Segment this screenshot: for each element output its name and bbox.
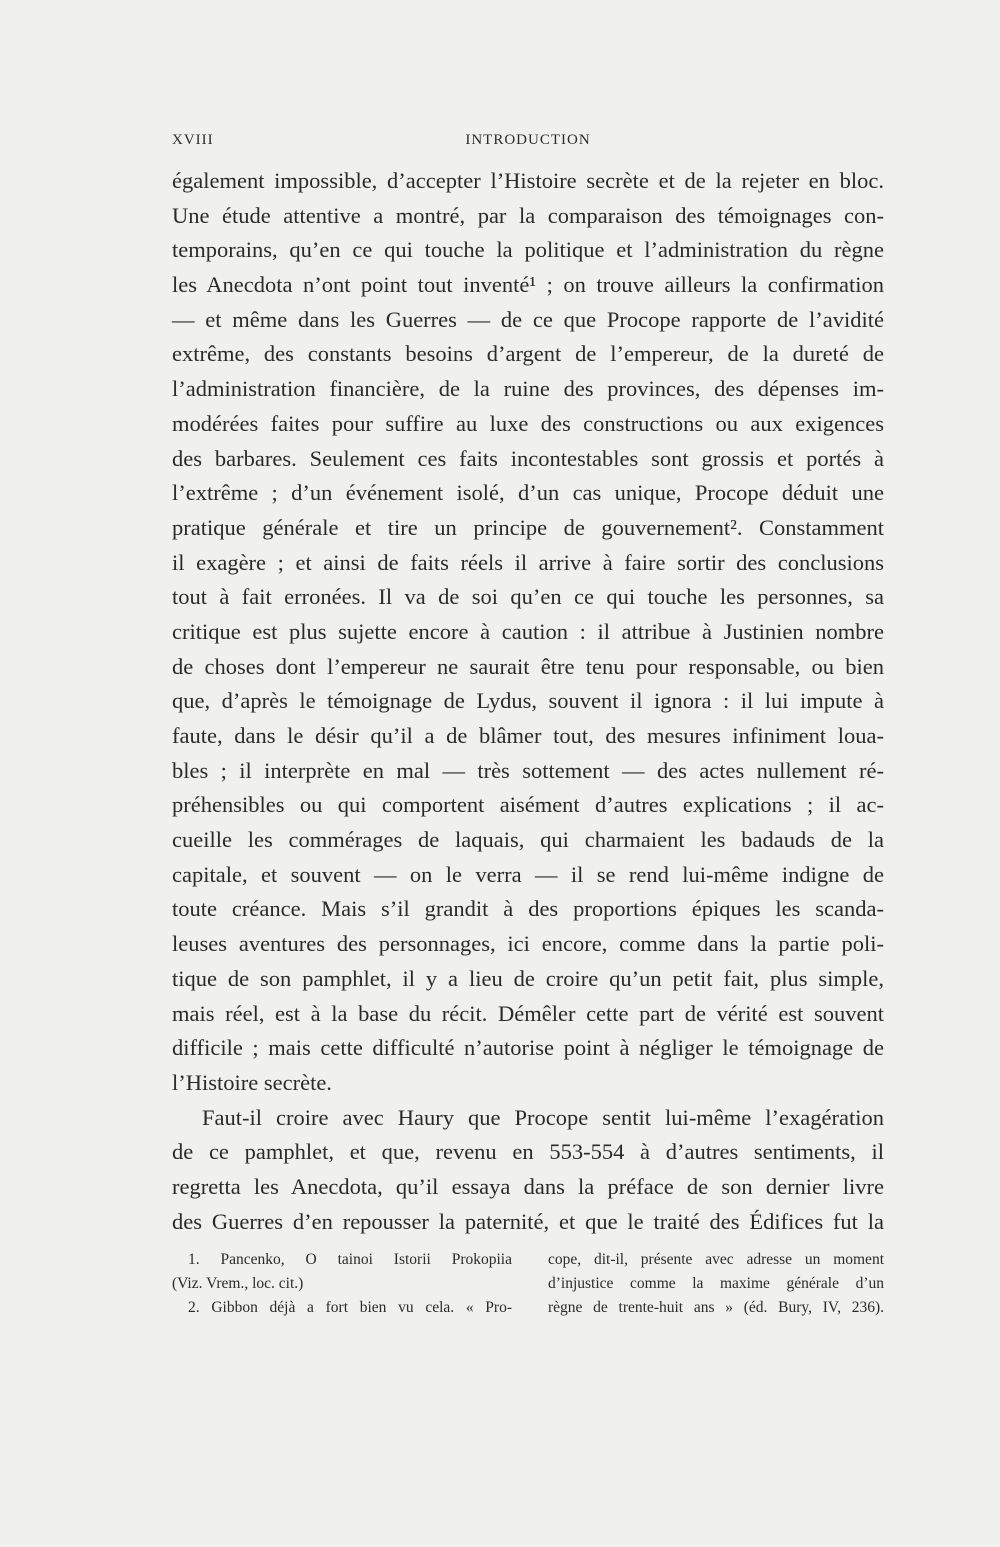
text-line: l’extrême ; d’un événement isolé, d’un cas unique, Procope déduit une (172, 480, 884, 506)
text-line: — et même dans les Guerres — de ce que Procope rapporte de l’avidité (172, 306, 884, 332)
text-line: leuses aventures des personnages, ici encore, comme dans la partie poli- (172, 931, 884, 957)
text-line: difficile ; mais cette difficulté n’autorise point à négliger le témoignage de (172, 1035, 884, 1061)
main-text (172, 164, 884, 1239)
text-line: il exagère ; et ainsi de faits réels il arrive à faire sortir des conclusions (172, 549, 884, 575)
text-line: que, d’après le témoignage de Lydus, souvent il ignora : il lui impute à (172, 688, 884, 714)
footnote-column-right (548, 1248, 884, 1320)
text-line: mais réel, est à la base du récit. Démêler cette part de vérité est souvent (172, 1000, 884, 1026)
text-line: cueille les commérages de laquais, qui charmaient les badauds de la (172, 827, 884, 853)
text-line: modérées faites pour suffire au luxe des constructions ou aux exigences (172, 410, 884, 436)
text-line: tique de son pamphlet, il y a lieu de croire qu’un petit fait, plus simple, (172, 965, 884, 991)
text-line: des barbares. Seulement ces faits incontestables sont grossis et portés à (172, 445, 884, 471)
text-line: tout à fait erronées. Il va de soi qu’en ce qui touche les personnes, sa (172, 584, 884, 610)
page-number: XVIII (172, 132, 214, 148)
paragraph-end-line: l’Histoire secrète. (172, 1069, 332, 1095)
text-line: également impossible, d’accepter l’Histoire secrète et de la rejeter en bloc. (172, 168, 884, 193)
footnote-line: 1. Pancenko, O tainoi Istorii Prokopiia (188, 1251, 512, 1268)
text-line: Une étude attentive a montré, par la comparaison des témoignages con- (172, 202, 884, 228)
footnote-column-left (172, 1248, 512, 1320)
text-line: toute créance. Mais s’il grandit à des proportions épiques les scanda- (172, 896, 884, 922)
running-title: INTRODUCTION (465, 132, 591, 148)
paragraph-start-line: Faut-il croire avec Haury que Procope sentit lui-même l’exagération (202, 1104, 884, 1130)
text-line: de choses dont l’empereur ne saurait être tenu pour responsable, ou bien (172, 653, 884, 679)
text-line: de ce pamphlet, et que, revenu en 553-554 à d’autres sentiments, il (172, 1139, 884, 1165)
footnote-line: 2. Gibbon déjà a fort bien vu cela. « Pro- (188, 1299, 512, 1316)
text-line: temporains, qu’en ce qui touche la politique et l’administration du règne (172, 237, 884, 263)
text-line: faute, dans le désir qu’il a de blâmer tout, des mesures infiniment loua- (172, 723, 884, 748)
text-line: des Guerres d’en repousser la paternité, et que le traité des Édifices fut la (172, 1208, 884, 1234)
footnote-line: (Viz. Vrem., loc. cit.) (172, 1275, 304, 1292)
footnote-line: d’injustice comme la maxime générale d’un (548, 1275, 884, 1292)
footnote-line: cope, dit-il, présente avec adresse un moment (548, 1251, 884, 1268)
text-line: l’administration financière, de la ruine des provinces, des dépenses im- (172, 376, 884, 402)
footnote-line: règne de trente-huit ans » (éd. Bury, IV, 236). (548, 1299, 884, 1316)
text-line: capitale, et souvent — on le verra — il se rend lui-même indigne de (172, 861, 884, 887)
text-line: préhensibles ou qui comportent aisément d’autres explications ; il ac- (172, 792, 884, 818)
text-line: les Anecdota n’ont point tout inventé¹ ; on trouve ailleurs la confirmation (172, 272, 884, 298)
text-line: critique est plus sujette encore à caution : il attribue à Justinien nombre (172, 618, 884, 644)
text-line: bles ; il interprète en mal — très sottement — des actes nullement ré- (172, 757, 884, 783)
running-head (172, 132, 884, 156)
text-line: pratique générale et tire un principe de gouvernement². Constamment (172, 514, 884, 540)
text-line: extrême, des constants besoins d’argent de l’empereur, de la dureté de (172, 341, 884, 367)
text-line: regretta les Anecdota, qu’il essaya dans la préface de son dernier livre (172, 1173, 884, 1199)
